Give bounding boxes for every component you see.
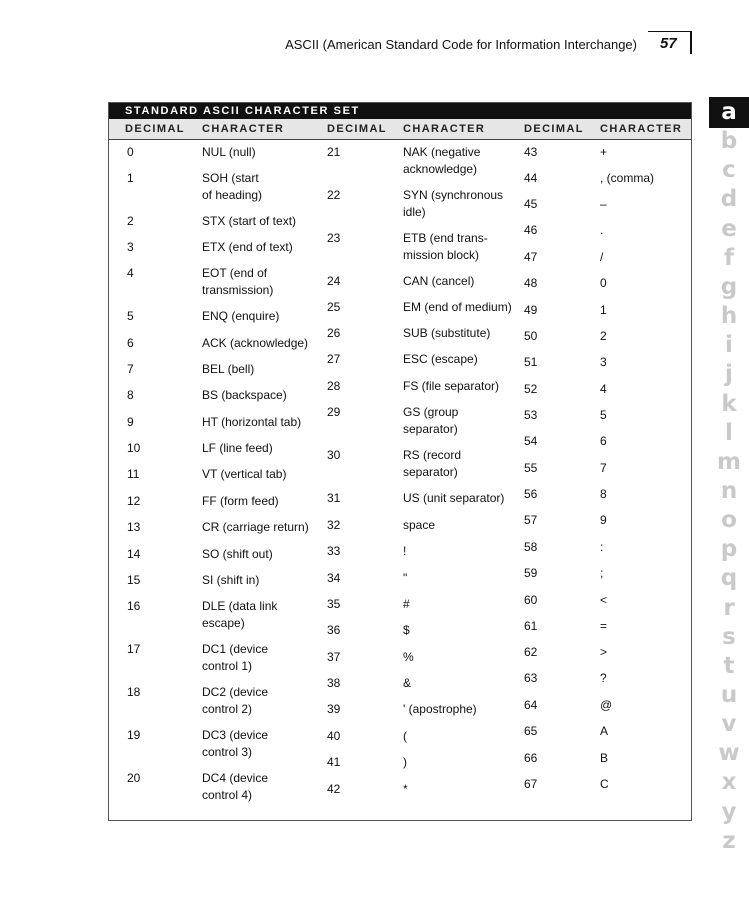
decimal-cell: 20 — [127, 771, 141, 785]
decimal-cell: 39 — [327, 702, 341, 716]
character-cell: A — [600, 724, 609, 738]
decimal-cell: 11 — [127, 467, 140, 481]
decimal-cell: 1 — [127, 171, 134, 185]
character-cell: control 2) — [202, 702, 253, 717]
decimal-cell: 50 — [524, 329, 538, 343]
character-cell: ; — [600, 566, 604, 580]
decimal-cell: 60 — [524, 593, 538, 607]
decimal-cell: 16 — [127, 599, 141, 613]
decimal-cell: 43 — [524, 145, 538, 159]
decimal-cell: 62 — [524, 645, 538, 659]
character-cell: BEL (bell) — [202, 362, 255, 376]
decimal-cell: 10 — [127, 441, 141, 455]
decimal-cell: 27 — [327, 352, 341, 366]
decimal-cell: 34 — [327, 571, 341, 585]
thumb-letter-s[interactable]: s — [722, 623, 736, 650]
decimal-cell: 29 — [327, 405, 341, 419]
decimal-cell: 15 — [127, 573, 141, 587]
decimal-cell: 32 — [327, 518, 341, 532]
thumb-letter-o[interactable]: o — [721, 507, 737, 534]
character-cell: US (unit separator) — [403, 491, 505, 505]
decimal-cell: 18 — [127, 685, 141, 699]
column-header-decimal-2: DECIMAL — [327, 123, 387, 135]
thumb-letter-f[interactable]: f — [723, 244, 734, 271]
character-cell: 1 — [600, 303, 607, 317]
decimal-cell: 54 — [524, 434, 538, 448]
decimal-cell: 65 — [524, 724, 538, 738]
character-cell: separator) — [403, 422, 458, 437]
decimal-cell: 59 — [524, 566, 538, 580]
thumb-letter-v[interactable]: v — [721, 711, 737, 738]
decimal-cell: 52 — [524, 382, 538, 396]
character-cell: NUL (null) — [202, 145, 256, 159]
decimal-cell: 35 — [327, 597, 341, 611]
decimal-cell: 42 — [327, 782, 341, 796]
decimal-cell: 48 — [524, 276, 538, 290]
character-cell: escape) — [202, 616, 245, 631]
thumb-letter-u[interactable]: u — [720, 682, 738, 708]
decimal-cell: 26 — [327, 326, 341, 340]
character-cell: DC4 (device — [202, 771, 269, 785]
decimal-cell: 66 — [524, 751, 538, 765]
character-cell: SO (shift out) — [202, 547, 273, 561]
decimal-cell: 53 — [524, 408, 538, 422]
thumb-letter-h[interactable]: h — [720, 303, 738, 330]
page-number: 57 — [660, 35, 677, 52]
character-cell: + — [600, 145, 608, 159]
character-cell: 3 — [600, 355, 607, 369]
character-cell: NAK (negative — [403, 145, 481, 159]
character-cell: @ — [600, 698, 613, 712]
decimal-cell: 3 — [127, 240, 134, 254]
decimal-cell: 49 — [524, 303, 538, 317]
character-cell: FS (file separator) — [403, 379, 500, 393]
character-cell: ? — [600, 671, 607, 685]
decimal-cell: 51 — [524, 355, 538, 369]
decimal-cell: 17 — [127, 642, 141, 656]
character-cell: SYN (synchronous — [403, 188, 504, 202]
decimal-cell: 38 — [327, 676, 341, 690]
character-cell: 2 — [600, 329, 607, 343]
decimal-cell: 22 — [327, 188, 341, 202]
character-cell: : — [600, 540, 604, 554]
decimal-cell: 4 — [127, 266, 134, 280]
decimal-cell: 46 — [524, 223, 538, 237]
character-cell: ACK (acknowledge) — [202, 336, 309, 350]
character-cell: RS (record — [403, 448, 462, 462]
character-cell: & — [403, 676, 412, 690]
character-cell: SUB (substitute) — [403, 326, 491, 340]
thumb-letter-j[interactable]: j — [725, 361, 733, 388]
decimal-cell: 7 — [127, 362, 134, 376]
decimal-cell: 40 — [327, 729, 341, 743]
character-cell: ESC (escape) — [403, 352, 478, 366]
character-cell: ) — [403, 755, 407, 769]
decimal-cell: 6 — [127, 336, 134, 350]
decimal-cell: 28 — [327, 379, 341, 393]
column-header-character-2: CHARACTER — [403, 123, 486, 135]
character-cell: > — [600, 645, 608, 659]
decimal-cell: 5 — [127, 309, 134, 323]
decimal-cell: 12 — [127, 494, 141, 508]
thumb-letter-c[interactable]: c — [722, 157, 736, 184]
character-cell: mission block) — [403, 248, 480, 263]
thumb-letter-d[interactable]: d — [720, 186, 738, 213]
header-vertical-rule — [690, 31, 692, 54]
thumb-letter-n[interactable]: n — [720, 477, 738, 504]
decimal-cell: 25 — [327, 300, 341, 314]
decimal-cell: 21 — [327, 145, 341, 159]
character-cell: transmission) — [202, 283, 274, 298]
thumb-letter-m[interactable]: m — [717, 448, 741, 475]
thumb-letter-g[interactable]: g — [720, 273, 738, 300]
thumb-letter-t[interactable]: t — [723, 652, 735, 679]
thumb-letter-z[interactable]: z — [722, 827, 736, 854]
thumb-letter-k[interactable]: k — [721, 390, 737, 417]
thumb-letter-y[interactable]: y — [721, 798, 737, 825]
character-cell: B — [600, 751, 609, 765]
thumb-letter-a[interactable]: a — [721, 99, 737, 125]
character-cell: DC1 (device — [202, 642, 269, 656]
character-cell: FF (form feed) — [202, 494, 279, 508]
thumb-letter-i[interactable]: i — [725, 332, 733, 359]
character-cell: LF (line feed) — [202, 441, 273, 455]
thumb-letter-x[interactable]: x — [721, 769, 737, 796]
decimal-cell: 2 — [127, 214, 134, 228]
character-cell: % — [403, 650, 414, 664]
decimal-cell: 58 — [524, 540, 538, 554]
thumb-index — [709, 97, 749, 857]
decimal-cell: 31 — [327, 491, 341, 505]
thumb-letter-b[interactable]: b — [720, 128, 738, 155]
character-cell: – — [600, 197, 607, 211]
character-cell: < — [600, 593, 608, 607]
character-cell: ( — [403, 729, 407, 743]
character-cell: EOT (end of — [202, 266, 268, 280]
character-cell: control 1) — [202, 659, 253, 674]
decimal-cell: 8 — [127, 388, 134, 402]
decimal-cell: 13 — [127, 520, 141, 534]
decimal-cell: 55 — [524, 461, 538, 475]
decimal-cell: 61 — [524, 619, 538, 633]
character-cell: CR (carriage return) — [202, 520, 309, 534]
decimal-cell: 64 — [524, 698, 538, 712]
header-rule — [648, 31, 691, 32]
character-cell: . — [600, 223, 604, 237]
character-cell: space — [403, 518, 436, 532]
character-cell: 9 — [600, 513, 607, 527]
character-cell: 5 — [600, 408, 607, 422]
character-cell: # — [403, 597, 410, 611]
character-cell: ENQ (enquire) — [202, 309, 280, 323]
decimal-cell: 9 — [127, 415, 134, 429]
character-cell: control 4) — [202, 788, 253, 803]
decimal-cell: 0 — [127, 145, 134, 159]
character-cell: HT (horizontal tab) — [202, 415, 302, 429]
decimal-cell: 24 — [327, 274, 341, 288]
character-cell: , (comma) — [600, 171, 654, 185]
character-cell: VT (vertical tab) — [202, 467, 287, 481]
character-cell: ! — [403, 544, 407, 558]
character-cell: " — [403, 571, 408, 585]
running-title: ASCII (American Standard Code for Information Interchange) — [285, 37, 637, 52]
character-cell: * — [403, 782, 408, 796]
character-cell: DLE (data link — [202, 599, 278, 613]
thumb-letter-r[interactable]: r — [723, 594, 735, 621]
character-cell: DC2 (device — [202, 685, 269, 699]
decimal-cell: 19 — [127, 728, 141, 742]
column-header-decimal-3: DECIMAL — [524, 123, 584, 135]
decimal-cell: 44 — [524, 171, 538, 185]
page-header — [0, 0, 749, 60]
character-cell: / — [600, 250, 604, 264]
character-cell: DC3 (device — [202, 728, 269, 742]
thumb-letter-l[interactable]: l — [725, 419, 733, 446]
decimal-cell: 30 — [327, 448, 341, 462]
thumb-letter-w[interactable]: w — [718, 740, 740, 767]
character-cell: 6 — [600, 434, 607, 448]
character-cell: idle) — [403, 205, 426, 220]
column-header-row — [109, 119, 691, 140]
decimal-cell: 47 — [524, 250, 538, 264]
decimal-cell: 67 — [524, 777, 538, 791]
character-cell: acknowledge) — [403, 162, 478, 177]
decimal-cell: 56 — [524, 487, 538, 501]
character-cell: 8 — [600, 487, 607, 501]
character-cell: control 3) — [202, 745, 253, 760]
character-cell: STX (start of text) — [202, 214, 297, 228]
character-cell: SOH (start — [202, 171, 259, 185]
decimal-cell: 36 — [327, 623, 341, 637]
character-cell: C — [600, 777, 609, 791]
character-cell: BS (backspace) — [202, 388, 287, 402]
character-cell: 0 — [600, 276, 607, 290]
character-cell: ' (apostrophe) — [403, 702, 477, 716]
character-cell: 7 — [600, 461, 607, 475]
character-cell: GS (group — [403, 405, 459, 419]
character-cell: of heading) — [202, 188, 263, 203]
table-title: STANDARD ASCII CHARACTER SET — [109, 103, 691, 119]
column-header-character-3: CHARACTER — [600, 123, 683, 135]
column-header-decimal-1: DECIMAL — [125, 123, 185, 135]
thumb-letter-p[interactable]: p — [720, 536, 738, 563]
character-cell: = — [600, 619, 608, 633]
decimal-cell: 23 — [327, 231, 341, 245]
decimal-cell: 33 — [327, 544, 341, 558]
character-cell: EM (end of medium) — [403, 300, 512, 314]
decimal-cell: 37 — [327, 650, 341, 664]
character-cell: CAN (cancel) — [403, 274, 475, 288]
character-cell: SI (shift in) — [202, 573, 260, 587]
thumb-letter-e[interactable]: e — [721, 215, 737, 242]
thumb-letter-q[interactable]: q — [720, 565, 738, 592]
decimal-cell: 14 — [127, 547, 141, 561]
character-cell: ETX (end of text) — [202, 240, 293, 254]
character-cell: $ — [403, 623, 410, 637]
decimal-cell: 57 — [524, 513, 538, 527]
character-cell: 4 — [600, 382, 607, 396]
decimal-cell: 63 — [524, 671, 538, 685]
column-header-character-1: CHARACTER — [202, 123, 285, 135]
decimal-cell: 41 — [327, 755, 341, 769]
decimal-cell: 45 — [524, 197, 538, 211]
ascii-table — [108, 102, 692, 821]
character-cell: ETB (end trans- — [403, 231, 488, 245]
character-cell: separator) — [403, 465, 458, 480]
